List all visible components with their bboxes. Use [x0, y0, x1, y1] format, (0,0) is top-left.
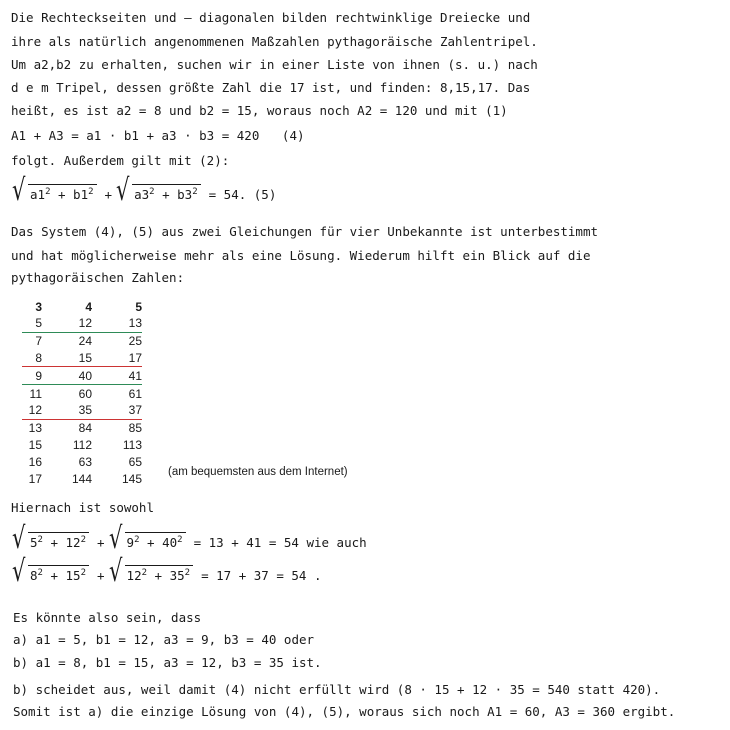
text-line-14: b) a1 = 8, b1 = 15, a3 = 12, b3 = 35 ist. [13, 655, 322, 670]
table-row: 15 112 113 [28, 437, 142, 452]
text-line-2: ihre als natürlich angenommenen Maßzahlen pythagoräische Zahlentripel. [11, 34, 538, 49]
text-line-11: Hiernach ist sowohl [11, 500, 154, 515]
table-header: 3 4 5 [35, 299, 142, 314]
text-line-15: b) scheidet aus, weil damit (4) nicht erfüllt wird (8 · 15 + 12 · 35 = 540 statt 420). [13, 682, 661, 697]
sqrt-term-1: √ $5^2 + 12^2$ [12, 524, 89, 554]
sqrt-term-2: √ $a3^2 + b3^2$ [116, 176, 201, 206]
equation-5: √ $a1^2 + b1^2$ + √ $a3^2 + b3^2$ = 54. (5) [12, 173, 277, 208]
text-line-5: heißt, es ist a2 = 8 und b2 = 15, woraus noch A2 = 120 und mit (1) [11, 103, 508, 118]
table-row: 11 60 61 [29, 386, 142, 401]
table-note: (am bequemsten aus dem Internet) [168, 466, 348, 478]
text-line-3: Um a2,b2 zu erhalten, suchen wir in einer Liste von ihnen (s. u.) nach [11, 57, 538, 72]
table-row: 7 24 25 [35, 334, 142, 349]
text-line-4: d e m Tripel, dessen größte Zahl die 17 ist, und finden: 8,15,17. Das [11, 80, 531, 95]
sqrt-term-2: √ $9^2 + 40^2$ [109, 524, 186, 554]
equation-b: √ $8^2 + 15^2$ + √ $12^2 + 35^2$ = 17 + 37 = 54 . [12, 554, 322, 589]
text-line-10: pythagoräischen Zahlen: [11, 270, 185, 285]
table-row: 8 15 17 [22, 350, 142, 367]
table-row: 5 12 13 [22, 315, 142, 332]
text-line-8: Das System (4), (5) aus zwei Gleichungen für vier Unbekannte ist unterbestimmt [11, 224, 598, 239]
sqrt-term-1: √ $8^2 + 15^2$ [12, 557, 89, 587]
table-row: 16 63 65 [28, 454, 142, 469]
equation-a: √ $5^2 + 12^2$ + √ $9^2 + 40^2$ = 13 + 41 = 54 wie auch [12, 521, 367, 556]
pythagorean-triples-table [22, 298, 142, 487]
table-row: 13 84 85 [28, 421, 142, 436]
text-line-13: a) a1 = 5, b1 = 12, a3 = 9, b3 = 40 oder [13, 632, 315, 647]
text-line-7: folgt. Außerdem gilt mit (2): [11, 153, 230, 168]
table-row: 12 35 37 [22, 402, 142, 419]
text-line-9: und hat möglicherweise mehr als eine Lösung. Wiederum hilft ein Blick auf die [11, 248, 591, 263]
equation-4: A1 + A3 = a1 · b1 + a3 · b3 = 420 (4) [11, 128, 305, 143]
table-row: 9 40 41 [22, 367, 142, 385]
sqrt-term-2: √ $12^2 + 35^2$ [109, 557, 194, 587]
table-row: 17 144 145 [28, 471, 142, 486]
text-line-1: Die Rechteckseiten und – diagonalen bilden rechtwinklige Dreiecke und [11, 10, 531, 25]
text-line-12: Es könnte also sein, dass [13, 610, 202, 625]
text-line-16: Somit ist a) die einzige Lösung von (4), (5), woraus sich noch A1 = 60, A3 = 360 ergibt. [13, 704, 676, 719]
sqrt-term-1: √ $a1^2 + b1^2$ [12, 176, 97, 206]
